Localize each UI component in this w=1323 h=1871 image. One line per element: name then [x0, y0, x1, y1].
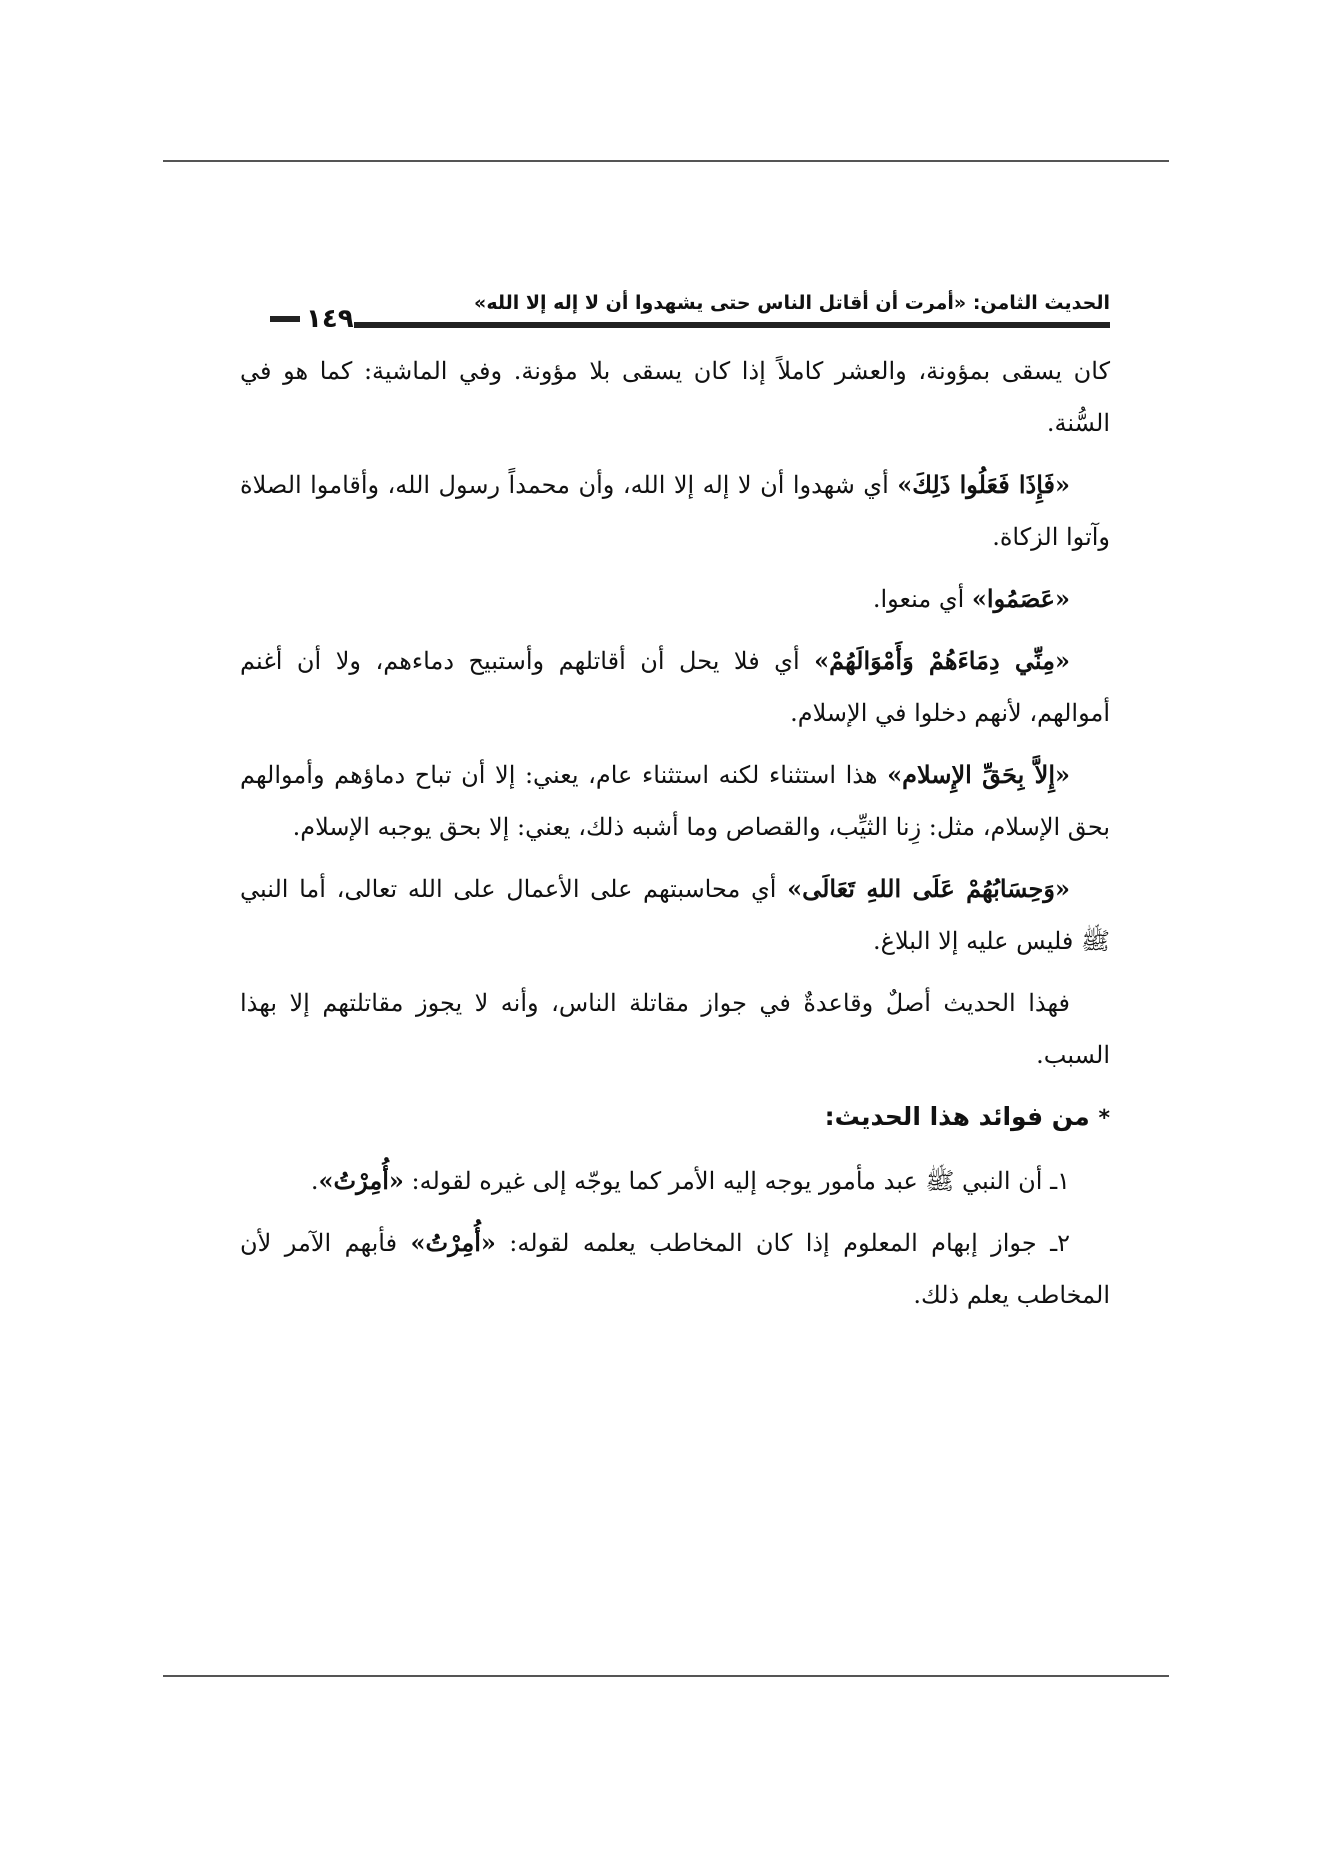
hadith-quote: «وَحِسَابُهُمْ عَلَى اللهِ تَعَالَى» — [787, 874, 1070, 903]
page-number — [270, 304, 354, 334]
page-body — [240, 345, 1110, 1331]
running-header — [270, 292, 1110, 338]
paragraph: «إِلاَّ بِحَقِّ الإِسلام» هذا استثناء لكنه استثناء عام، يعني: إلا أن تباح دماؤهم وأموالهم بحق الإسلام، مثل: زِنا الثيِّب، والقصاص وما أشبه ذلك، يعني: إلا بحق يوجبه الإسلام. — [240, 760, 1110, 841]
hadith-quote: «عَصَمُوا» — [971, 584, 1070, 613]
bottom-rule — [163, 1675, 1169, 1677]
hadith-quote: «إِلاَّ بِحَقِّ الإِسلام» — [887, 760, 1070, 789]
hadith-quote: «أُمِرْتُ» — [318, 1166, 404, 1195]
benefit-item: ٢ـ جواز إبهام المعلوم إذا كان المخاطب يعلمه لقوله: «أُمِرْتُ» فأبهم الآمر لأن المخاطب يعلم ذلك. — [240, 1228, 1110, 1309]
paragraph: فهذا الحديث أصلٌ وقاعدةٌ في جواز مقاتلة الناس، وأنه لا يجوز مقاتلتهم إلا بهذا السبب. — [240, 989, 1110, 1069]
hadith-quote: «مِنِّي دِمَاءَهُمْ وَأَمْوَالَهُمْ» — [814, 646, 1070, 675]
hadith-quote: «فَإِذَا فَعَلُوا ذَلِكَ» — [897, 470, 1070, 499]
page-number-tick — [270, 316, 300, 322]
paragraph: «فَإِذَا فَعَلُوا ذَلِكَ» أي شهدوا أن لا إله إلا الله، وأن محمداً رسول الله، وأقاموا الصلاة وآتوا الزكاة. — [240, 470, 1110, 551]
top-rule — [163, 160, 1169, 162]
benefit-item: ١ـ أن النبي ﷺ عبد مأمور يوجه إليه الأمر كما يوجّه إلى غيره لقوله: «أُمِرْتُ». — [310, 1166, 1070, 1195]
header-title: الحديث الثامن: «أمرت أن أقاتل الناس حتى يشهدوا أن لا إله إلا الله» — [474, 292, 1110, 314]
star-icon: * — [1098, 1106, 1110, 1131]
paragraph: كان يسقى بمؤونة، والعشر كاملاً إذا كان يسقى بلا مؤونة. وفي الماشية: كما هو في السُّنة. — [240, 357, 1110, 437]
page-number-text: ١٤٩ — [306, 304, 354, 334]
header-bar — [354, 322, 1110, 328]
paragraph: «مِنِّي دِمَاءَهُمْ وَأَمْوَالَهُمْ» أي فلا يحل أن أقاتلهم وأستبيح دماءهم، ولا أن أغنم أموالهم، لأنهم دخلوا في الإسلام. — [240, 646, 1110, 727]
paragraph: «عَصَمُوا» أي منعوا. — [872, 584, 1070, 613]
section-heading: * من فوائد هذا الحديث: — [824, 1102, 1110, 1131]
hadith-quote: «أُمِرْتُ» — [410, 1228, 496, 1257]
paragraph: «وَحِسَابُهُمْ عَلَى اللهِ تَعَالَى» أي محاسبتهم على الأعمال على الله تعالى، أما النبي ﷺ فليس عليه إلا البلاغ. — [240, 874, 1110, 955]
